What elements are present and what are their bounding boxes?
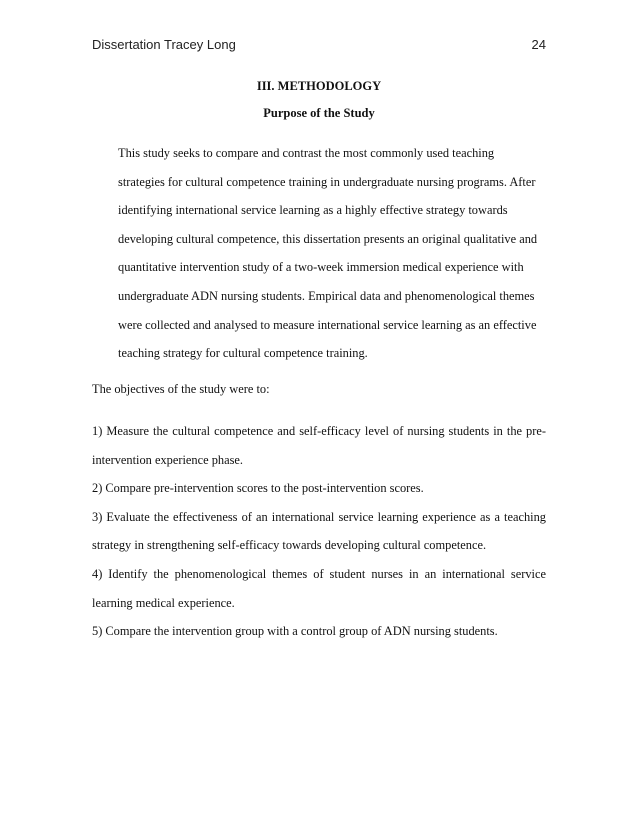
objective-item: 2) Compare pre-intervention scores to the post-intervention scores. <box>92 481 424 496</box>
page-number: 24 <box>531 37 546 52</box>
objective-item: 3) Evaluate the effectiveness of an international service learning experience as a teaching strategy in strengthening self-efficacy towards developing cultural competence. <box>92 509 546 553</box>
paragraph-line: developing cultural competence, this dissertation presents an original qualitative and <box>118 231 538 246</box>
paragraph-line: quantitative intervention study of a two-week immersion medical experience with <box>118 260 524 275</box>
page-header <box>92 37 546 55</box>
objectives-intro: The objectives of the study were to: <box>92 382 270 396</box>
purpose-paragraph <box>92 139 546 368</box>
objective-item: 1) Measure the cultural competence and self-efficacy level of nursing students in the pre-intervention experience phase. <box>92 424 546 467</box>
paragraph-line: teaching strategy for cultural competence training. <box>118 346 368 361</box>
running-title: Dissertation Tracey Long <box>92 37 236 52</box>
objective-item: 5) Compare the intervention group with a control group of ADN nursing students. <box>92 624 498 639</box>
section-subtitle: Purpose of the Study <box>263 106 375 120</box>
objectives-list <box>92 417 546 646</box>
paragraph-line: undergraduate ADN nursing students. Empirical data and phenomenological themes <box>118 288 535 303</box>
paragraph-line: identifying international service learning as a highly effective strategy towards <box>118 203 508 218</box>
paragraph-line: This study seeks to compare and contrast the most commonly used teaching <box>118 146 495 160</box>
paragraph-line: strategies for cultural competence training in undergraduate nursing programs. After <box>118 174 536 189</box>
paragraph-line: were collected and analysed to measure international service learning as an effective <box>118 317 537 332</box>
objective-item: 4) Identify the phenomenological themes of student nurses in an international service learning medical experience. <box>92 566 546 610</box>
section-title: III. METHODOLOGY <box>256 79 382 93</box>
